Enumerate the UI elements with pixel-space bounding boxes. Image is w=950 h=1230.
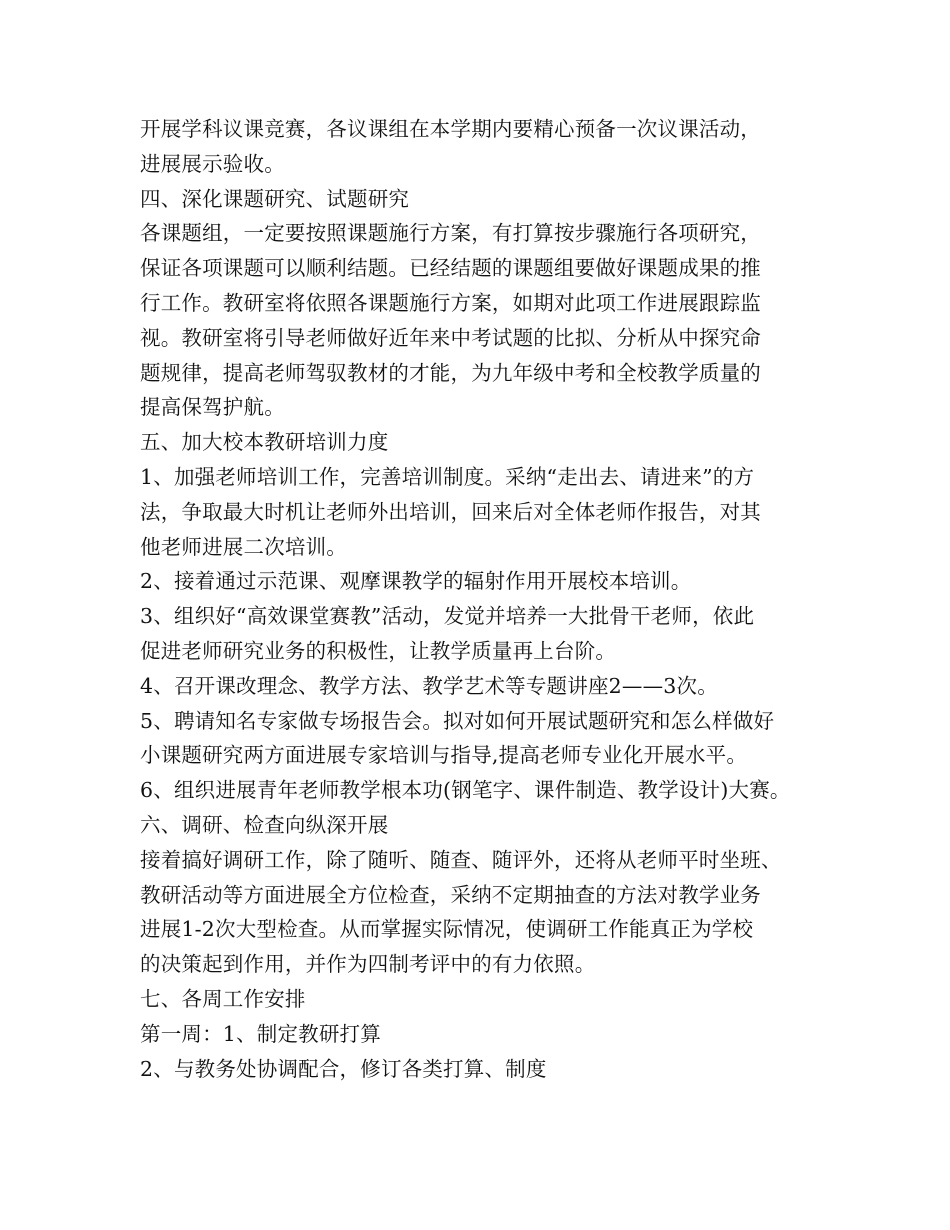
text-line: 进展展示验收。 [140, 151, 285, 176]
text-line: 3、组织好“高效课堂赛教”活动，发觉并培养一大批骨干老师，依此 [140, 604, 755, 629]
text-line: 开展学科议课竞赛，各议课组在本学期内要精心预备一次议课活动， [140, 117, 761, 141]
text-line: 4、召开课改理念、教学方法、教学艺术等专题讲座2——3次。 [140, 673, 718, 698]
text-line: 6、组织进展青年老师教学根本功(钢笔字、课件制造、教学设计)大赛。 [140, 778, 791, 803]
text-line: 的决策起到作用，并作为四制考评中的有力依照。 [140, 952, 596, 977]
text-line: 2、与教务处协调配合，修订各类打算、制度 [140, 1056, 547, 1081]
section-heading: 六、调研、检查向纵深开展 [140, 812, 389, 837]
section-heading: 四、深化课题研究、试题研究 [140, 186, 410, 211]
text-line: 视。教研室将引导老师做好近年来中考试题的比拟、分析从中探究命 [140, 325, 761, 350]
text-line: 5、聘请知名专家做专场报告会。拟对如何开展试题研究和怎么样做好 [140, 708, 775, 733]
document-page [140, 112, 830, 1086]
text-line: 小课题研究两方面进展专家培训与指导,提高老师专业化开展水平。 [140, 743, 748, 768]
text-line: 行工作。教研室将依照各课题施行方案，如期对此项工作进展跟踪监 [140, 290, 761, 315]
text-line: 提高保驾护航。 [140, 395, 285, 420]
text-line: 促进老师研究业务的积极性，让教学质量再上台阶。 [140, 638, 617, 663]
text-line: 保证各项课题可以顺利结题。已经结题的课题组要做好课题成果的推 [140, 256, 761, 281]
text-line: 他老师进展二次培训。 [140, 534, 347, 559]
section-heading: 五、加大校本教研培训力度 [140, 430, 389, 455]
text-line: 教研活动等方面进展全方位检查，采纳不定期抽查的方法对教学业务 [140, 882, 761, 907]
text-line: 各课题组，一定要按照课题施行方案，有打算按步骤施行各项研究， [140, 221, 761, 246]
text-line: 1、加强老师培训工作，完善培训制度。采纳“走出去、请进来”的方 [140, 464, 755, 489]
text-line: 第一周：1、制定教研打算 [140, 1021, 381, 1046]
section-heading: 七、各周工作安排 [140, 986, 306, 1011]
text-line: 接着搞好调研工作，除了随听、随查、随评外，还将从老师平时坐班、 [140, 847, 782, 872]
text-line: 2、接着通过示范课、观摩课教学的辐射作用开展校本培训。 [140, 569, 692, 594]
text-line: 进展1-2次大型检查。从而掌握实际情况，使调研工作能真正为学校 [140, 917, 754, 942]
text-line: 法，争取最大时机让老师外出培训，回来后对全体老师作报告，对其 [140, 499, 761, 524]
text-line: 题规律，提高老师驾驭教材的才能，为九年级中考和全校教学质量的 [140, 360, 761, 385]
